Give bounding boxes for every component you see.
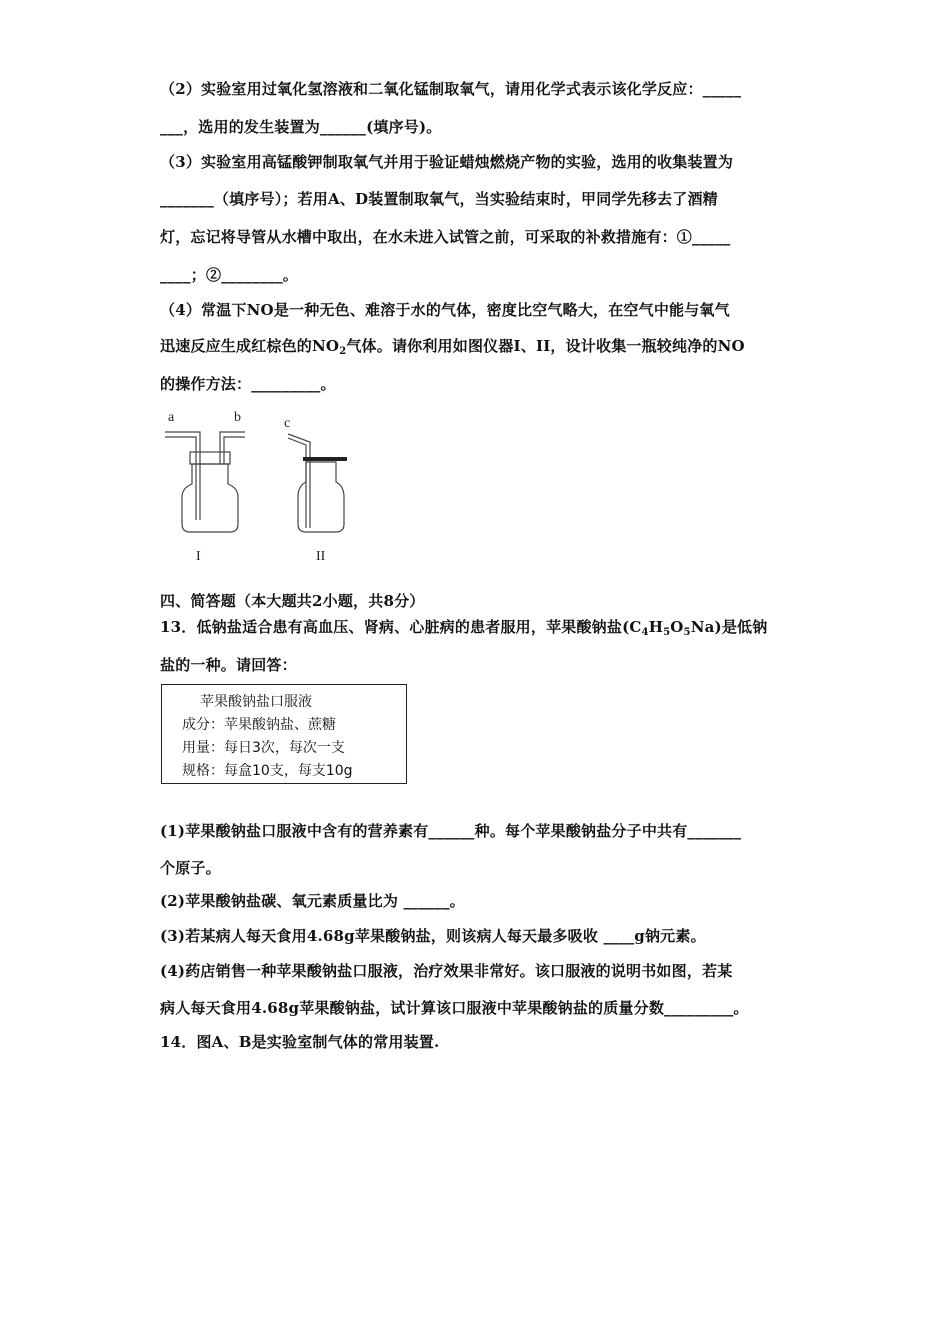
label-b: b: [234, 410, 241, 425]
section-heading: 四、简答题（本大题共2小题，共8分）: [160, 592, 425, 610]
q13-text-line-1: 13．低钠盐适合患有高血压、肾病、心脏病的患者服用，苹果酸钠盐$(C_4H_5O_5Na)$是低钠: [160, 618, 768, 638]
label-dosage: 用量：每日3次，每次一支: [182, 740, 345, 756]
q4-text-line-3: 的操作方法：_________。: [160, 375, 336, 393]
q13-part1-line-2: 个原子。: [160, 859, 221, 877]
label-c: c: [284, 416, 291, 431]
q14-text-line-1: 14．图A、B是实验室制气体的常用装置.: [160, 1033, 440, 1051]
q2-text-line-2: ___，选用的发生装置为______(填序号)。: [160, 118, 442, 136]
q3-text-line-3: 灯，忘记将导管从水槽中取出，在水未进入试管之前，可采取的补救措施有：①_____: [160, 228, 731, 246]
q13-part1-line-1: (1)苹果酸钠盐口服液中含有的营养素有______种。每个苹果酸钠盐分子中共有_______: [160, 822, 742, 840]
q2-text-line-1: （2）实验室用过氧化氢溶液和二氧化锰制取氧气，请用化学式表示该化学反应：_____: [160, 80, 742, 98]
label-spec: 规格：每盒10支，每支10g: [182, 763, 353, 779]
apparatus-figure: [160, 402, 360, 572]
caption-II: II: [316, 549, 326, 564]
q3-text-line-4: ____；②________。: [160, 266, 299, 284]
q3-text-line-1: （3）实验室用高锰酸钾制取氧气并用于验证蜡烛燃烧产物的实验，选用的收集装置为: [160, 153, 734, 171]
label-a: a: [168, 410, 175, 425]
label-ingredients: 成分：苹果酸钠盐、蔗糖: [182, 717, 336, 733]
q4-text-line-2: 迅速反应生成红棕色的$NO_2$气体。请你利用如图仪器I、II，设计收集一瓶较纯净的NO: [160, 337, 745, 357]
medicine-label-box: [161, 684, 407, 784]
q3-text-line-2: _______（填序号）；若用A、D装置制取氧气，当实验结束时，甲同学先移去了酒精: [160, 190, 718, 208]
caption-I: I: [196, 549, 201, 564]
q13-part4-line-1: (4)药店销售一种苹果酸钠盐口服液，治疗效果非常好。该口服液的说明书如图，若某: [160, 962, 733, 980]
q13-text-line-2: 盐的一种。请回答：: [160, 656, 297, 674]
q13-part2: (2)苹果酸钠盐碳、氧元素质量比为 ______。: [160, 892, 465, 910]
label-title: 苹果酸钠盐口服液: [200, 694, 312, 710]
q13-part3: (3)若某病人每天食用4.68g苹果酸钠盐，则该病人每天最多吸收 ____g钠元素。: [160, 927, 706, 945]
q4-text-line-1: （4）常温下NO是一种无色、难溶于水的气体，密度比空气略大，在空气中能与氧气: [160, 301, 730, 319]
q13-part4-line-2: 病人每天食用4.68g苹果酸钠盐，试计算该口服液中苹果酸钠盐的质量分数_________。: [160, 999, 749, 1017]
